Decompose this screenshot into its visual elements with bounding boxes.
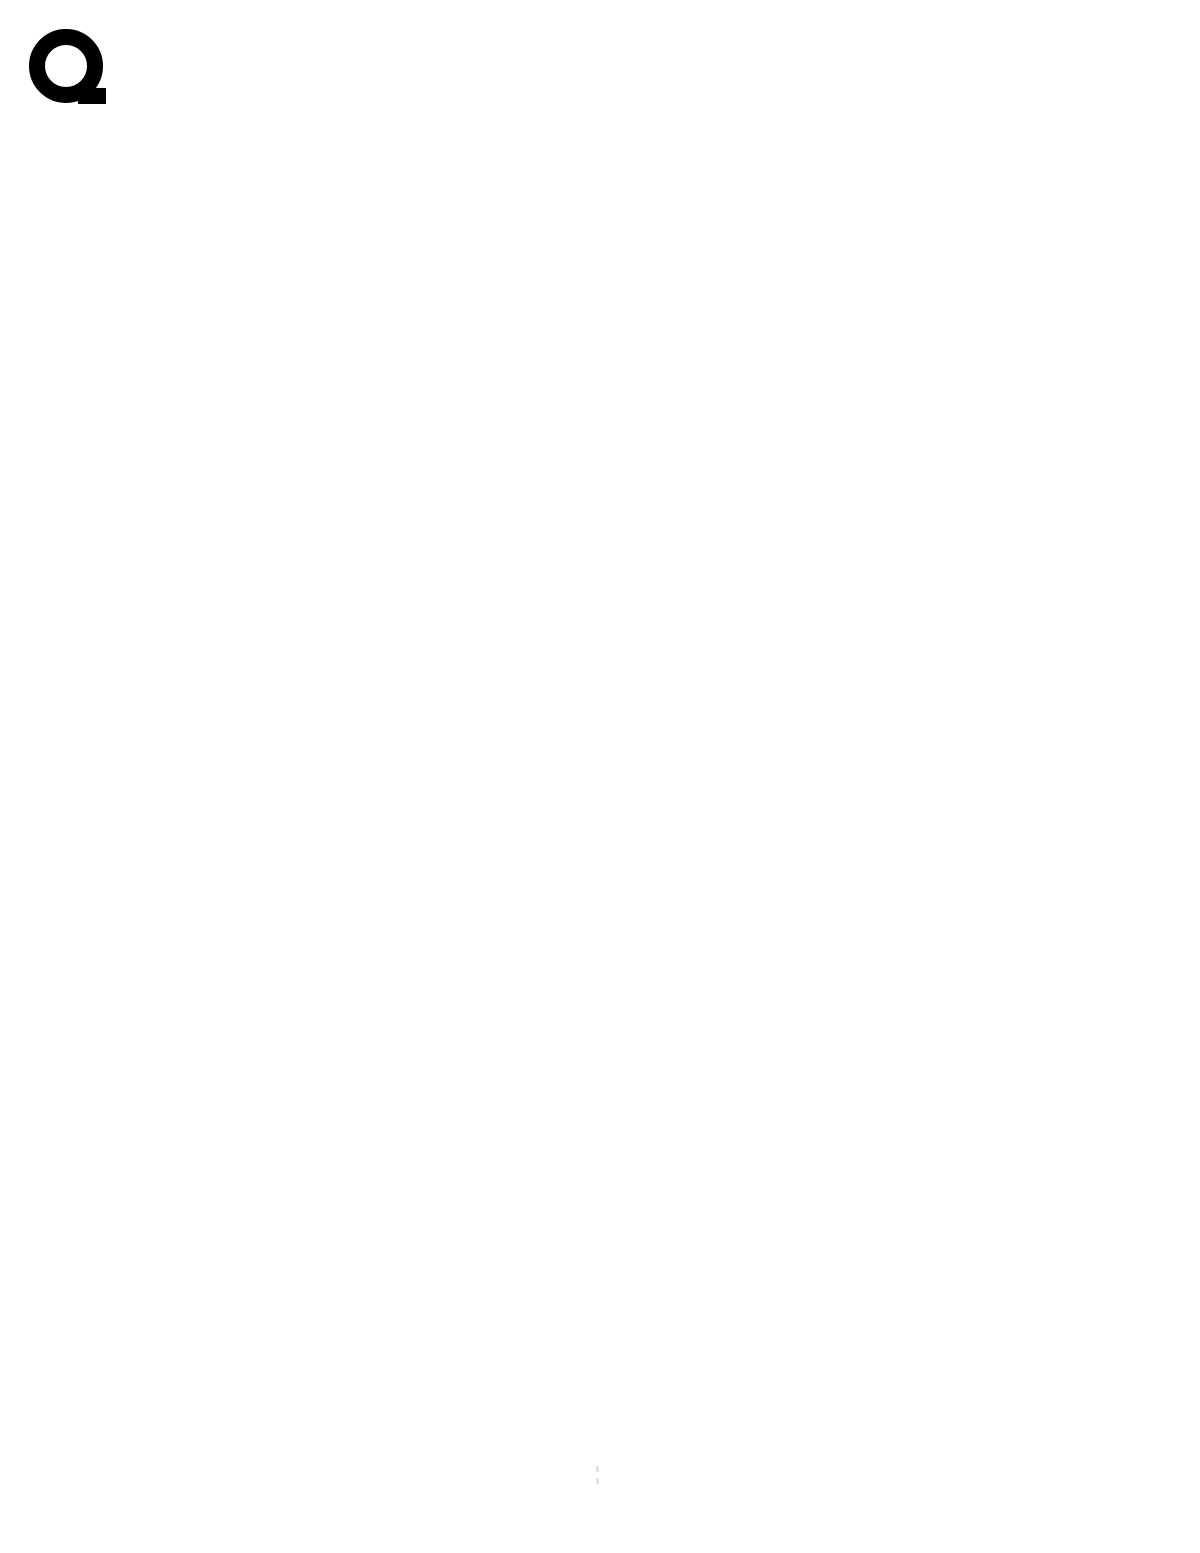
column-separator-tail (596, 1466, 599, 1484)
page-header (28, 28, 1178, 110)
quizlet-q-logo-icon (28, 28, 108, 108)
